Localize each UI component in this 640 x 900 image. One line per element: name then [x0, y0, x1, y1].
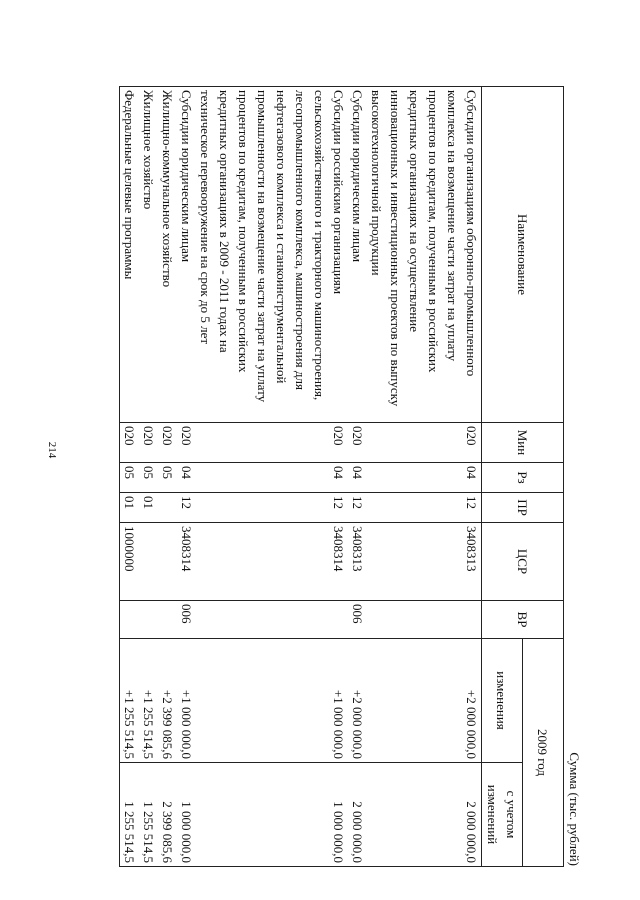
table-row — [120, 87, 140, 867]
row-vr — [120, 601, 140, 639]
row-csr: 3408314 — [196, 523, 348, 601]
row-csr: 3408314 — [177, 523, 196, 601]
row-pr: 12 — [196, 493, 348, 523]
row-rz: 05 — [139, 463, 158, 493]
row-name: Субсидии юридическим лицам — [177, 87, 196, 423]
row-min: 020 — [348, 423, 367, 463]
row-min: 020 — [120, 423, 140, 463]
row-name: Федеральные целевые программы — [120, 87, 140, 423]
row-pr: 01 — [139, 493, 158, 523]
row-pr: 12 — [177, 493, 196, 523]
row-changes: +1 000 000,0 — [177, 639, 196, 763]
row-total: 1 000 000,0 — [177, 763, 196, 867]
header-name: Наименование — [482, 87, 564, 423]
row-total: 2 000 000,0 — [348, 763, 367, 867]
row-vr: 006 — [177, 601, 196, 639]
header-changes: изменения — [482, 639, 523, 763]
table-row — [177, 87, 196, 867]
row-rz: 05 — [120, 463, 140, 493]
row-changes: +1 000 000,0 — [196, 639, 348, 763]
row-min: 020 — [139, 423, 158, 463]
header-pr: ПР — [482, 493, 564, 523]
row-min: 020 — [196, 423, 348, 463]
table-row — [348, 87, 367, 867]
row-rz: 04 — [348, 463, 367, 493]
row-min: 020 — [158, 423, 177, 463]
row-changes: +1 255 514,5 — [139, 639, 158, 763]
header-year: 2009 год — [523, 639, 564, 867]
row-csr — [158, 523, 177, 601]
row-pr — [158, 493, 177, 523]
row-csr — [139, 523, 158, 601]
table-row — [196, 87, 348, 867]
row-total: 1 255 514,5 — [139, 763, 158, 867]
header-csr: ЦСР — [482, 523, 564, 601]
row-vr — [139, 601, 158, 639]
row-rz: 04 — [196, 463, 348, 493]
row-vr: 006 — [348, 601, 367, 639]
budget-table — [119, 86, 564, 867]
row-vr — [196, 601, 348, 639]
header-rz: Рз — [482, 463, 564, 493]
row-total: 2 399 085,6 — [158, 763, 177, 867]
table-row — [158, 87, 177, 867]
row-rz: 04 — [177, 463, 196, 493]
row-vr — [367, 601, 482, 639]
row-changes: +2 000 000,0 — [348, 639, 367, 763]
row-name: Субсидии российским организациям сельскохозяйственного и тракторного машиностроения, лесопромышленного комплекса, машиностроения для нефтегазового комплекса и станкоинструментальной промышленности на возмещение части затрат на уплату процентов по кредитам, полученным в российских кредитных организациях в 2009 - 2011 годах на техническое перевооружение на срок до 5 лет — [196, 87, 348, 423]
header-vr: ВР — [482, 601, 564, 639]
table-row — [367, 87, 482, 867]
row-name: Жилищное хозяйство — [139, 87, 158, 423]
row-rz: 04 — [367, 463, 482, 493]
row-pr: 12 — [348, 493, 367, 523]
row-rz: 05 — [158, 463, 177, 493]
row-name: Субсидии юридическим лицам — [348, 87, 367, 423]
row-name: Жилищно-коммунальное хозяйство — [158, 87, 177, 423]
row-min: 020 — [177, 423, 196, 463]
row-total: 1 255 514,5 — [120, 763, 140, 867]
row-total: 1 000 000,0 — [196, 763, 348, 867]
row-vr — [158, 601, 177, 639]
row-changes: +1 255 514,5 — [120, 639, 140, 763]
header-min: Мин — [482, 423, 564, 463]
row-csr: 3408313 — [367, 523, 482, 601]
row-pr: 01 — [120, 493, 140, 523]
row-csr: 3408313 — [348, 523, 367, 601]
header-with-changes: с учетом изменений — [482, 763, 523, 867]
row-name: Субсидии организациям оборонно-промышленного комплекса на возмещение части затрат на уплату процентов по кредитам, полученным в российских кредитных организациях на осуществление инновационных и инвестиционных проектов по выпуску высокотехнологичной продукции — [367, 87, 482, 423]
row-pr: 12 — [367, 493, 482, 523]
rotated-page-content — [122, 86, 582, 866]
row-csr: 1000000 — [120, 523, 140, 601]
row-min: 020 — [367, 423, 482, 463]
table-row — [139, 87, 158, 867]
row-changes: +2 399 085,6 — [158, 639, 177, 763]
units-caption: Сумма (тыс. рублей) — [567, 752, 582, 866]
row-changes: +2 000 000,0 — [367, 639, 482, 763]
page-number: 214 — [46, 441, 58, 459]
row-total: 2 000 000,0 — [367, 763, 482, 867]
